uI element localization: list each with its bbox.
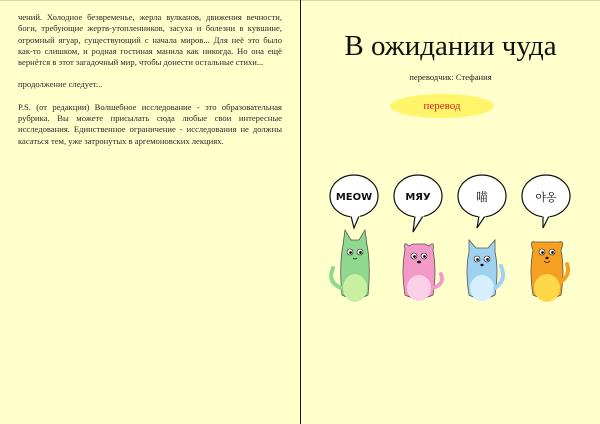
editorial-ps: P.S. (от редакции) Волшебное исследование - это образовательная рубрика. Вы можете присылать сюда любые свои интересные исследования. Единственное ограничение - исследования не должны касаться тем, уже затронутых в аргемоновских лекциях. <box>18 101 282 146</box>
article-paragraph: чений. Холодное безвременье, жерла вулканов, движения вечности, боги, требующие жертв-утопленников, засуха и болезни в кувшине, огромный ягуар, существующий с начала миров... Для неё это было как-то слишком, и родная гостиная манила как никогда. Но она ещё вернётся в этот загадочный мир, чтобы донести остальные стихи... <box>18 12 282 68</box>
right-page <box>301 0 600 424</box>
bubble-text-yaong: 야옹 <box>535 191 557 204</box>
cat-blue <box>458 175 506 301</box>
cat-pink <box>394 175 442 301</box>
cat-green <box>330 175 378 302</box>
page-title: В ожидании чуда <box>344 30 557 62</box>
translator-credit: переводчик: Стефания <box>409 72 492 82</box>
translate-button[interactable]: перевод <box>390 94 494 118</box>
bubble-text-miao: 喵 <box>475 190 489 204</box>
left-page-text <box>18 12 282 147</box>
continued-note: продолжение следует... <box>18 79 103 90</box>
bubble-text-myau: МЯУ <box>405 192 431 203</box>
cats-illustration <box>321 170 581 320</box>
bubble-text-meow: MEOW <box>335 192 373 203</box>
cat-orange <box>522 175 570 302</box>
